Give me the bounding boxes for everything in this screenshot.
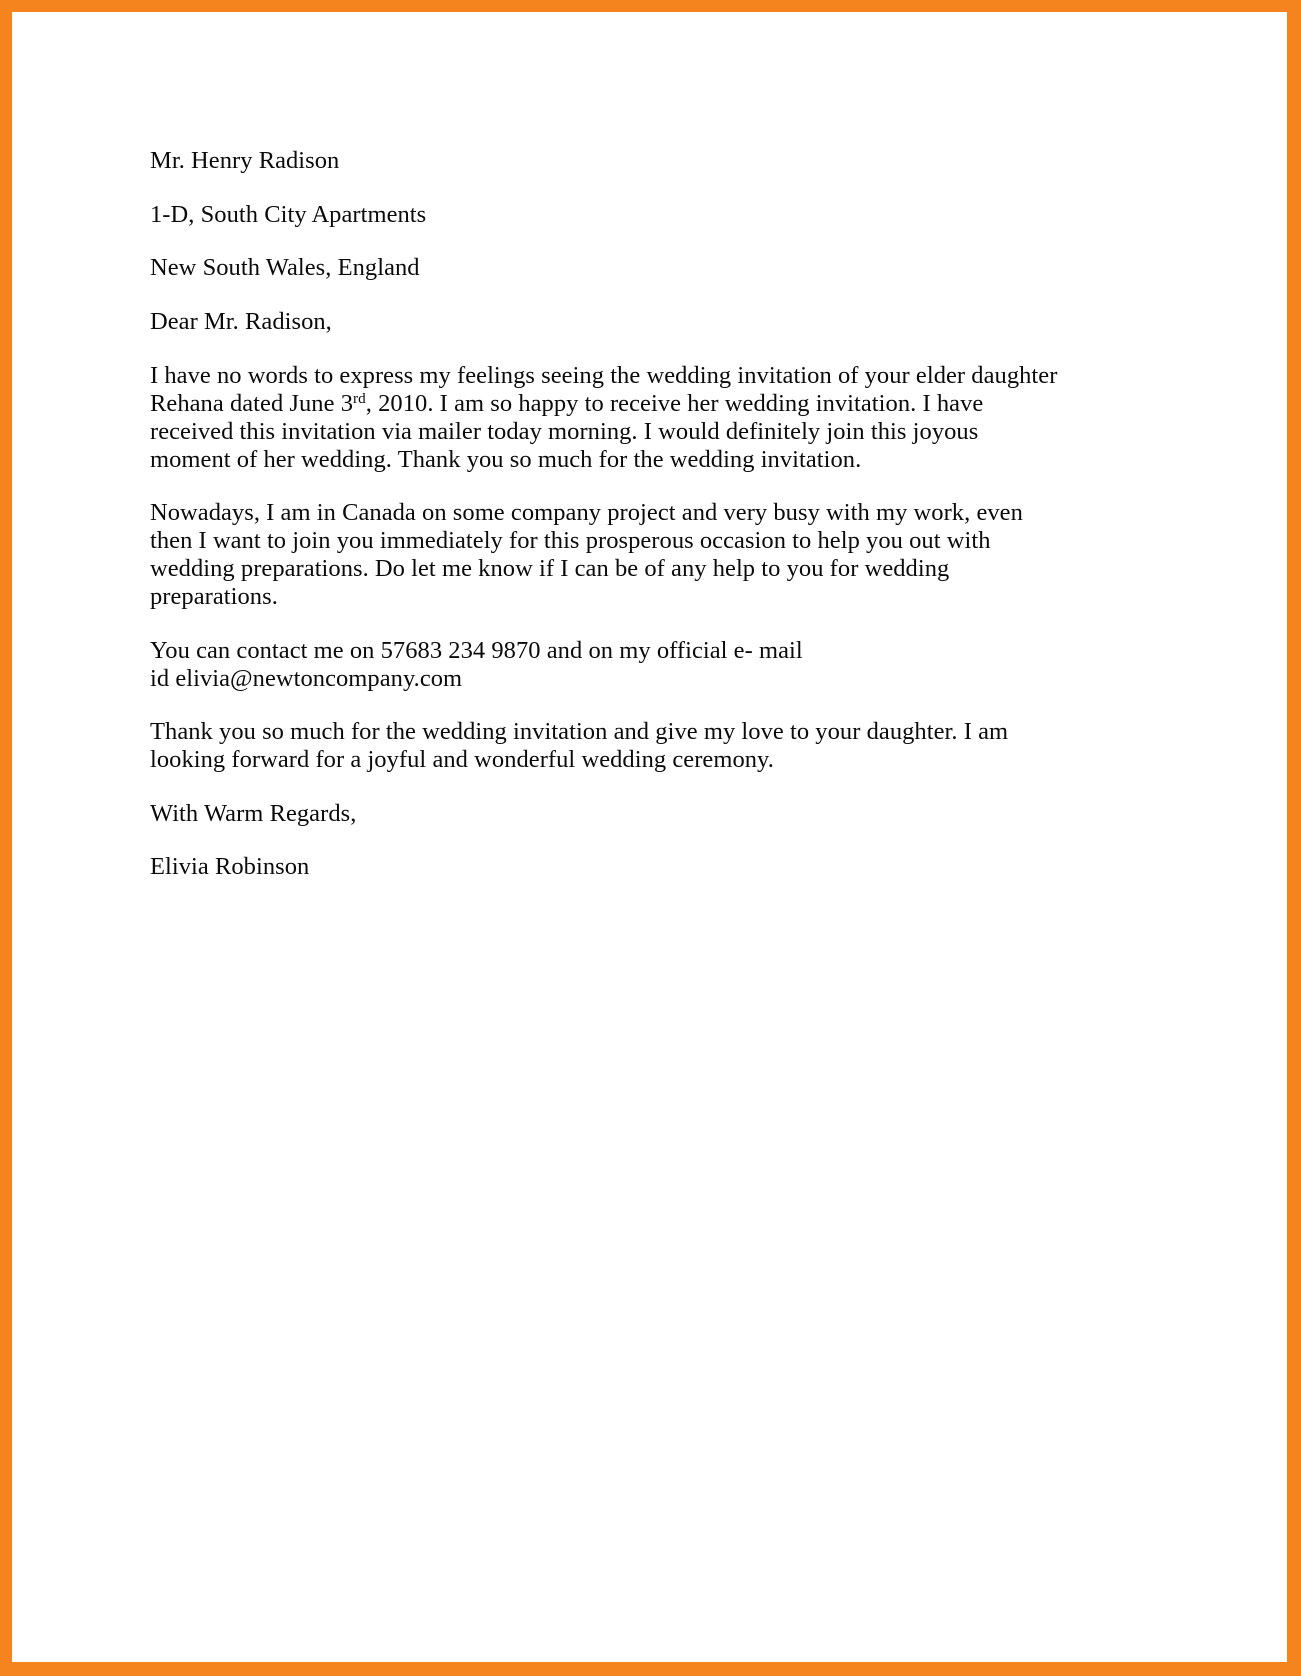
body-paragraph-4: Thank you so much for the wedding invitation and give my love to your daughter. I am looking forward for a joyful and wonderful wedding ceremony.: [150, 718, 1009, 773]
salutation: Dear Mr. Radison,: [150, 307, 332, 335]
body-paragraph-1-text-b: , 2010. I am so happy to receive her wedding invitation. I have received this invitation via mailer today morning. I would definitely join this joyous moment of her wedding. Thank you so much for the wedding invitation.: [150, 389, 984, 473]
body-paragraph-2: Nowadays, I am in Canada on some company project and very busy with my work, even then I want to join you immediately for this prosperous occasion to help you out with wedding preparations. Do let me know if I can be of any help to you for wedding preparations.: [150, 499, 1023, 610]
contact-paragraph: [150, 637, 1062, 693]
recipient-name: Mr. Henry Radison: [150, 147, 340, 174]
contact-phone-line: You can contact me on 57683 234 9870 and on my official e- mail: [150, 636, 803, 664]
body-paragraph-1: [150, 362, 1062, 474]
letter-content: [150, 147, 1062, 907]
ordinal-suffix: rd: [353, 389, 366, 407]
contact-email-line: id elivia@newtoncompany.com: [150, 664, 463, 692]
signature-name: Elivia Robinson: [150, 853, 310, 880]
letter-page: [12, 12, 1287, 1662]
recipient-address-line-2: New South Wales, England: [150, 254, 420, 281]
closing-salutation: With Warm Regards,: [150, 799, 357, 827]
recipient-address-line-1: 1-D, South City Apartments: [150, 200, 427, 228]
body-paragraph-1-text-a: I have no words to express my feelings seeing the wedding invitation of your elder daughter Rehana dated June 3: [150, 361, 1058, 417]
